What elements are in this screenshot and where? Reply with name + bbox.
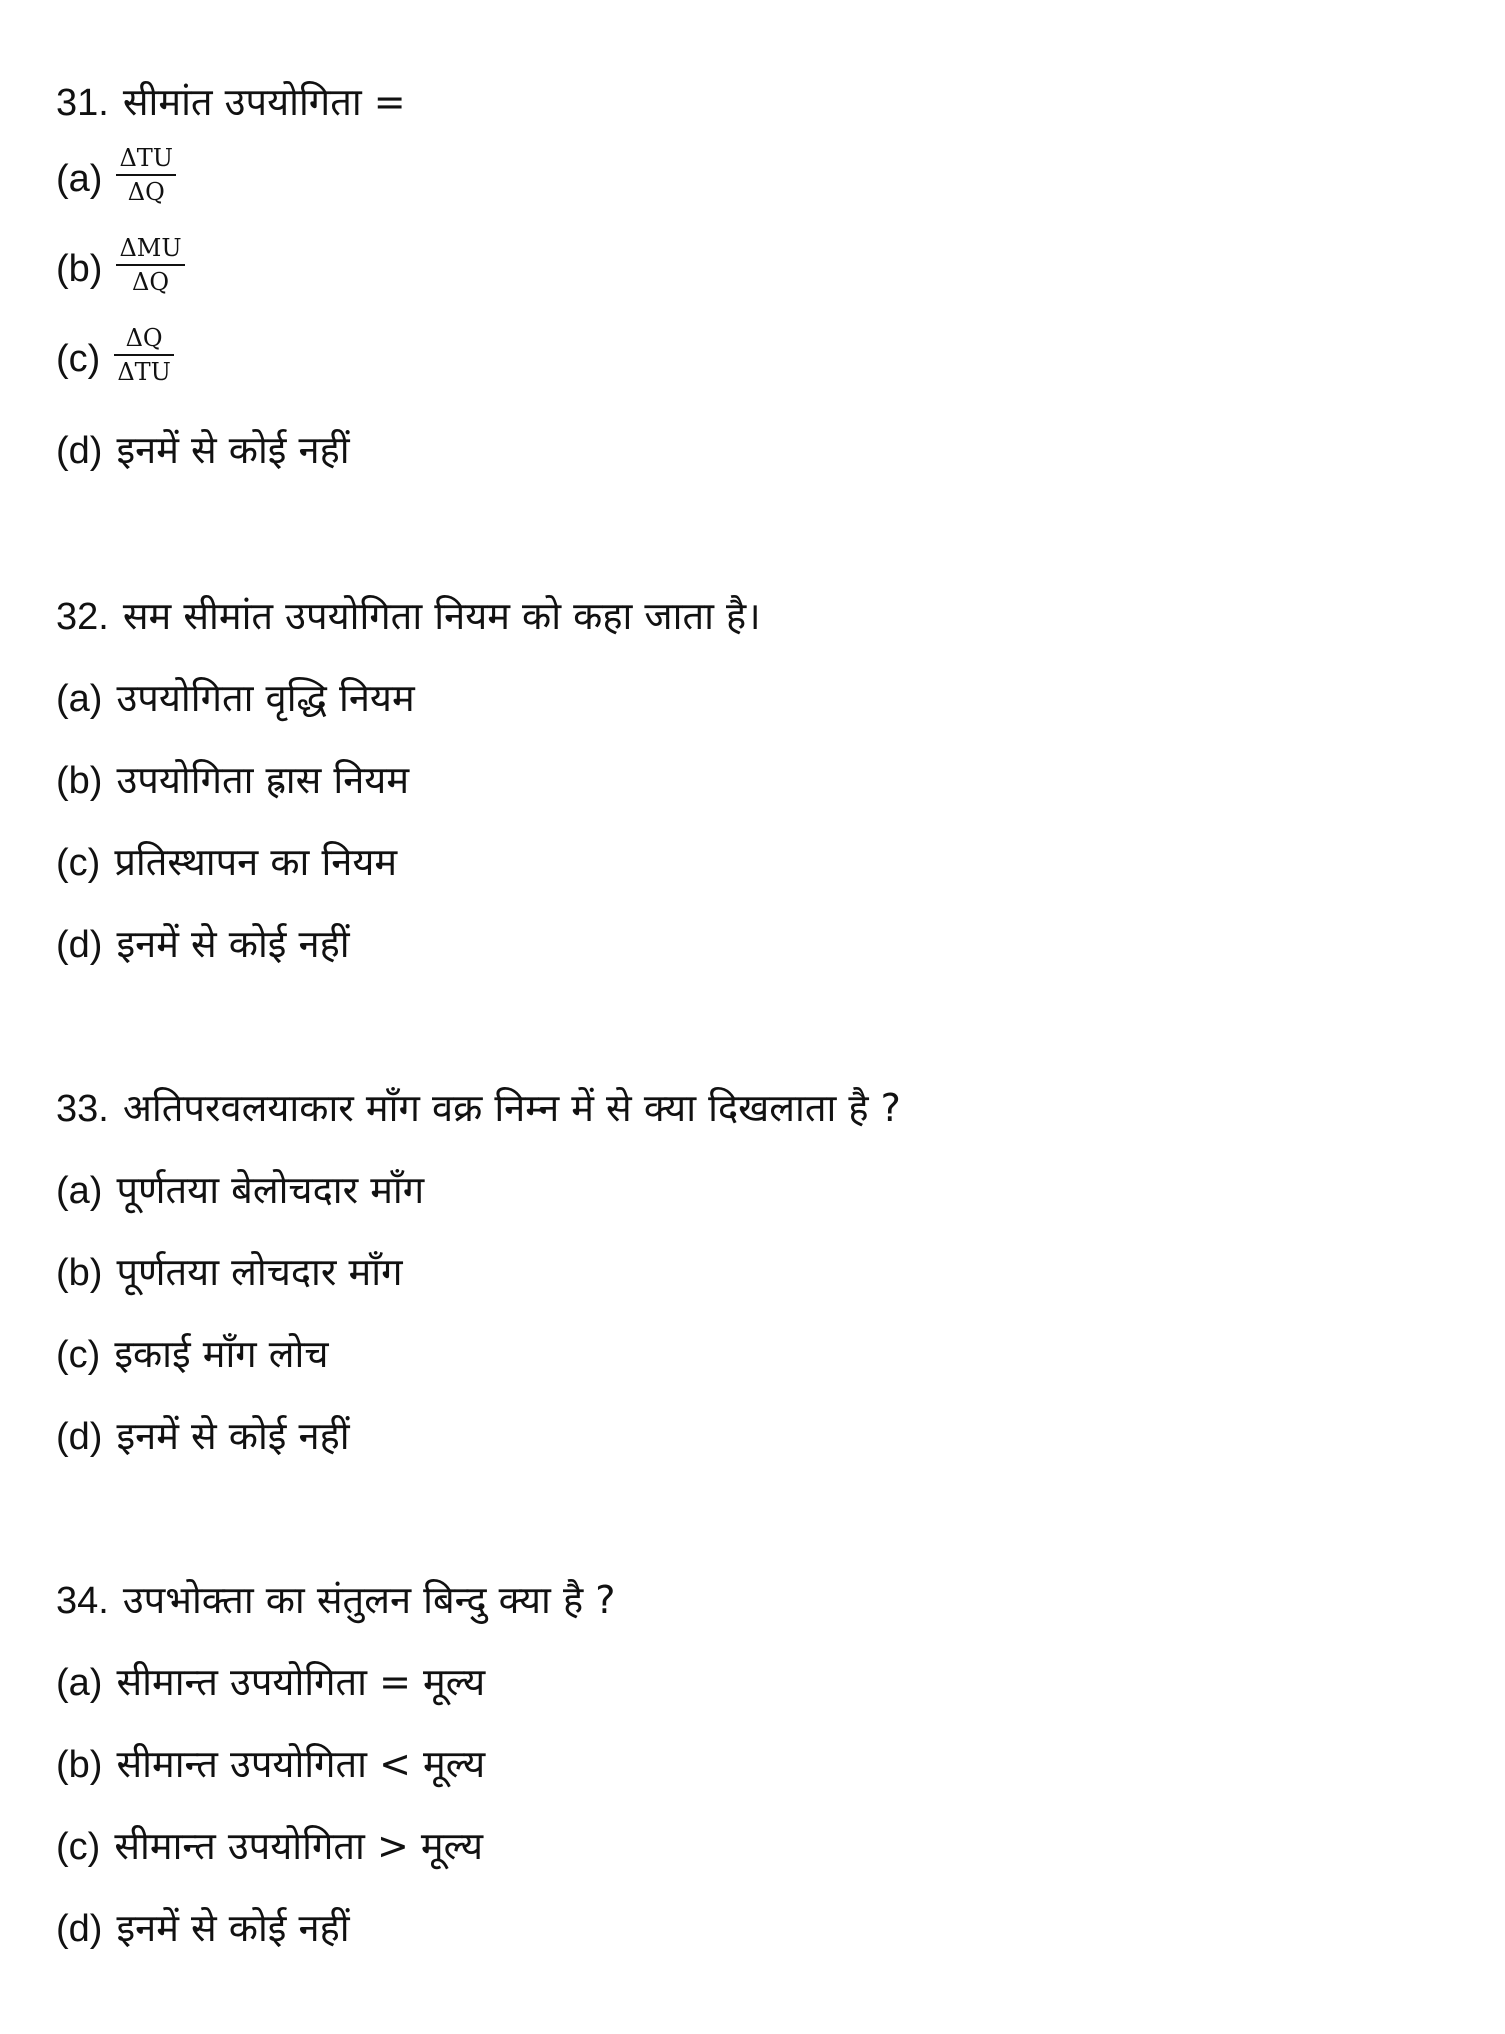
option-label: (c) [56, 842, 101, 884]
option-c [56, 324, 174, 390]
option-label: (a) [56, 1170, 103, 1212]
question-33 [56, 1084, 1456, 1458]
option-a [56, 1166, 424, 1215]
option-text: सीमान्त उपयोगिता < मूल्य [116, 1742, 486, 1786]
fraction [114, 324, 174, 386]
option-label: (a) [56, 678, 103, 720]
option-b [56, 234, 185, 300]
option-c [56, 1330, 329, 1379]
option-d [56, 920, 350, 969]
option-label: (b) [56, 248, 103, 290]
fraction-denominator: ΔQ [127, 178, 165, 206]
option-label: (a) [56, 1662, 103, 1704]
question-text: सीमांत उपयोगिता = [122, 80, 406, 124]
option-text: प्रतिस्थापन का नियम [114, 840, 398, 884]
question-number: 34. [56, 1580, 109, 1622]
option-label: (d) [56, 430, 103, 472]
option-label: (d) [56, 1416, 103, 1458]
question-text: उपभोक्ता का संतुलन बिन्दु क्या है ? [122, 1578, 616, 1622]
option-b [56, 756, 409, 805]
option-label: (c) [56, 1826, 101, 1868]
option-label: (b) [56, 760, 103, 802]
option-text: इनमें से कोई नहीं [116, 1414, 350, 1458]
fraction-numerator: ΔTU [116, 144, 176, 176]
question-text-row [56, 1576, 1456, 1624]
option-label: (a) [56, 158, 103, 200]
question-text: अतिपरवलयाकार माँग वक्र निम्न में से क्या दिखलाता है ? [122, 1086, 901, 1130]
option-text: उपयोगिता वृद्धि नियम [116, 676, 415, 720]
option-text: पूर्णतया बेलोचदार माँग [116, 1168, 425, 1212]
option-b [56, 1740, 485, 1789]
option-text: इनमें से कोई नहीं [116, 1906, 350, 1950]
option-text: इनमें से कोई नहीं [116, 922, 350, 966]
question-text: सम सीमांत उपयोगिता नियम को कहा जाता है। [122, 594, 761, 638]
option-a [56, 674, 415, 723]
option-d [56, 426, 350, 475]
option-label: (b) [56, 1252, 103, 1294]
option-text: इकाई माँग लोच [114, 1332, 329, 1376]
option-c [56, 1822, 483, 1871]
option-b [56, 1248, 402, 1297]
fraction-numerator: ΔQ [114, 324, 174, 356]
option-text: सीमान्त उपयोगिता > मूल्य [114, 1824, 484, 1868]
fraction-denominator: ΔQ [132, 268, 170, 296]
option-a [56, 144, 176, 210]
question-32 [56, 592, 1456, 966]
fraction-denominator: ΔTU [117, 358, 171, 386]
option-label: (d) [56, 1908, 103, 1950]
question-text-row [56, 78, 1456, 126]
question-number: 32. [56, 596, 109, 638]
option-text: पूर्णतया लोचदार माँग [116, 1250, 403, 1294]
question-text-row [56, 592, 1456, 640]
option-d [56, 1904, 350, 1953]
option-text: सीमान्त उपयोगिता = मूल्य [116, 1660, 486, 1704]
option-a [56, 1658, 485, 1707]
option-c [56, 838, 397, 887]
option-text: इनमें से कोई नहीं [116, 428, 350, 472]
fraction-numerator: ΔMU [116, 234, 184, 266]
option-label: (c) [56, 338, 101, 380]
fraction [116, 234, 184, 296]
option-d [56, 1412, 350, 1461]
option-label: (d) [56, 924, 103, 966]
option-label: (b) [56, 1744, 103, 1786]
question-number: 33. [56, 1088, 109, 1130]
question-number: 31. [56, 82, 109, 124]
fraction [116, 144, 176, 206]
question-text-row [56, 1084, 1456, 1132]
option-text: उपयोगिता ह्रास नियम [116, 758, 410, 802]
option-label: (c) [56, 1334, 101, 1376]
question-34 [56, 1576, 1456, 1950]
